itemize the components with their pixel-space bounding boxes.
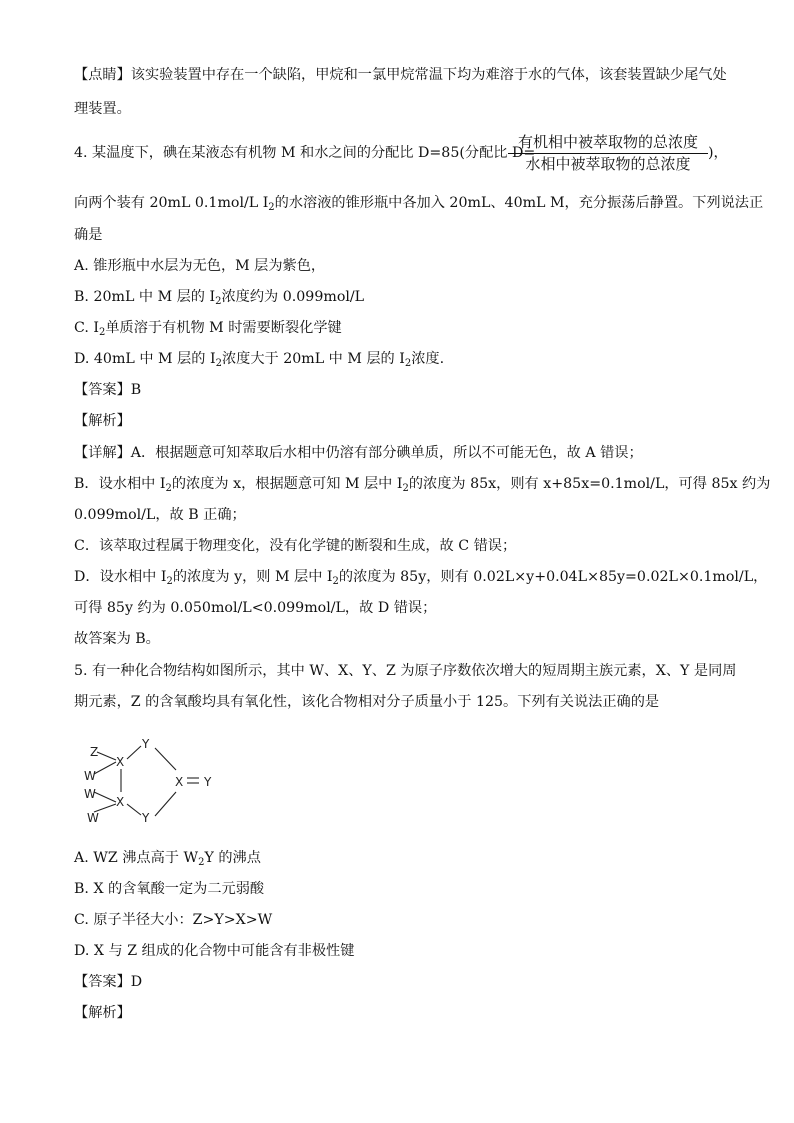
q4-detail-a — [74, 443, 643, 463]
atom-y-1: Y — [142, 737, 150, 751]
detail-tag: 【详解】 — [74, 445, 131, 461]
q4-detail-d-1 — [74, 567, 767, 587]
answer-value: B — [130, 382, 142, 398]
dianjing-line-2: 理装置。 — [74, 101, 131, 117]
detail-b-1a: B．设水相中 I — [74, 476, 166, 492]
q4-detail-c: C．该萃取过程属于物理变化，没有化学键的断裂和生成，故 C 错误； — [74, 538, 517, 554]
q5-option-a-a: A. WZ 沸点高于 W — [74, 850, 199, 866]
dianjing-text: 该实验装置中存在一个缺陷，甲烷和一氯甲烷常温下均为难溶于水的气体，该套装置缺少尾气处 — [130, 67, 727, 83]
q5-stem-line-1: 5. 有一种化合物结构如图所示，其中 W、X、Y、Z 为原子序数依次增大的短周期主族元素，X、Y 是同周 — [74, 663, 737, 679]
fraction-numerator: 有机相中被萃取物的总浓度 — [517, 133, 698, 151]
q4-analysis-tag: 【解析】 — [74, 413, 131, 429]
compound-structure-figure — [80, 732, 230, 832]
q5-option-a — [74, 848, 261, 868]
detail-d-1a: D．设水相中 I — [74, 569, 167, 585]
q4-option-a: A. 锥形瓶中水层为无色，M 层为紫色， — [74, 258, 326, 274]
answer-value: D — [130, 974, 143, 990]
q5-stem-line-2: 期元素，Z 的含氧酸均具有氧化性，该化合物相对分子质量小于 125。下列有关说法正确的是 — [74, 694, 660, 710]
detail-b-1c: 的浓度为 85x，则有 x+85x=0.1mol/L，可得 85x 约为 — [408, 476, 771, 492]
subscript-2: 2 — [404, 358, 412, 369]
q4-stem-line-1 — [74, 143, 535, 163]
fraction-denominator: 水相中被萃取物的总浓度 — [525, 155, 691, 173]
subscript-2: 2 — [98, 327, 106, 338]
detail-a-text: A．根据题意可知萃取后水相中仍溶有部分碘单质，所以不可能无色，故 A 错误； — [130, 445, 643, 461]
q4-detail-d-2: 可得 85y 约为 0.050mol/L<0.099mol/L，故 D 错误； — [74, 600, 437, 616]
q4-option-c-a: C. I — [74, 320, 99, 336]
detail-b-1b: 的浓度为 x，根据题意可知 M 层中 I — [171, 476, 403, 492]
answer-tag: 【答案】 — [74, 382, 131, 398]
atom-x-3: X — [175, 775, 184, 789]
q5-analysis-tag: 【解析】 — [74, 1005, 131, 1021]
q5-answer — [74, 972, 142, 992]
q4-stem-2b: 的水溶液的锥形瓶中各加入 20mL、40mL M，充分振荡后静置。下列说法正 — [274, 195, 764, 211]
q4-option-d-c: 浓度. — [411, 351, 445, 367]
q4-option-d-a: D. 40mL 中 M 层的 I — [74, 351, 216, 367]
dianjing-tag: 【点睛】 — [74, 67, 131, 83]
q4-option-b-b: 浓度约为 0.099mol/L — [221, 289, 365, 305]
q4-option-b-a: B. 20mL 中 M 层的 I — [74, 289, 216, 305]
q4-answer — [74, 380, 141, 400]
q4-stem-line-3: 确是 — [74, 227, 103, 243]
atom-x-1: X — [116, 755, 125, 769]
partition-ratio-fraction — [508, 133, 708, 174]
q5-option-a-b: Y 的沸点 — [204, 850, 261, 866]
atom-y-3: Y — [204, 775, 212, 789]
subscript-2: 2 — [215, 358, 222, 369]
subscript-2: 2 — [166, 576, 173, 587]
fraction-bar — [508, 153, 708, 154]
subscript-2: 2 — [198, 857, 205, 868]
subscript-2: 2 — [332, 576, 339, 587]
structure-bonds — [94, 746, 199, 816]
q4-option-d — [74, 349, 444, 369]
detail-d-1b: 的浓度为 y，则 M 层中 I — [172, 569, 333, 585]
q4-stem-line-2 — [74, 193, 763, 213]
atom-x-2: X — [116, 795, 125, 809]
q4-detail-b-2: 0.099mol/L，故 B 正确； — [74, 507, 246, 523]
atom-w-1: W — [84, 769, 96, 783]
answer-tag: 【答案】 — [74, 974, 131, 990]
detail-d-1c: 的浓度为 85y，则有 0.02L×y+0.04L×85y=0.02L×0.1mol/L， — [338, 569, 768, 585]
q5-option-d: D. X 与 Z 组成的化合物中可能含有非极性键 — [74, 943, 355, 959]
q5-option-c: C. 原子半径大小：Z>Y>X>W — [74, 912, 273, 928]
q5-option-b: B. X 的含氧酸一定为二元弱酸 — [74, 881, 265, 897]
q4-stem-close: )， — [708, 145, 728, 161]
q4-stem-2a: 向两个装有 20mL 0.1mol/L I — [74, 195, 269, 211]
atom-w-2: W — [84, 787, 96, 801]
subscript-2: 2 — [402, 483, 409, 494]
q4-detail-b-1 — [74, 474, 770, 494]
atom-y-2: Y — [142, 811, 150, 825]
q4-option-b — [74, 287, 364, 307]
q4-option-d-b: 浓度大于 20mL 中 M 层的 I — [221, 351, 405, 367]
subscript-2: 2 — [268, 202, 275, 213]
subscript-2: 2 — [215, 296, 222, 307]
q4-option-c — [74, 318, 342, 338]
atom-w-3: W — [87, 811, 99, 825]
q4-conclusion: 故答案为 B。 — [74, 631, 160, 647]
dianjing-line-1 — [74, 65, 727, 85]
q4-stem-text: 4. 某温度下，碘在某液态有机物 M 和水之间的分配比 D=85(分配比 D= — [74, 145, 536, 161]
subscript-2: 2 — [165, 483, 172, 494]
atom-z: Z — [90, 745, 99, 759]
q4-option-c-b: 单质溶于有机物 M 时需要断裂化学键 — [105, 320, 342, 336]
